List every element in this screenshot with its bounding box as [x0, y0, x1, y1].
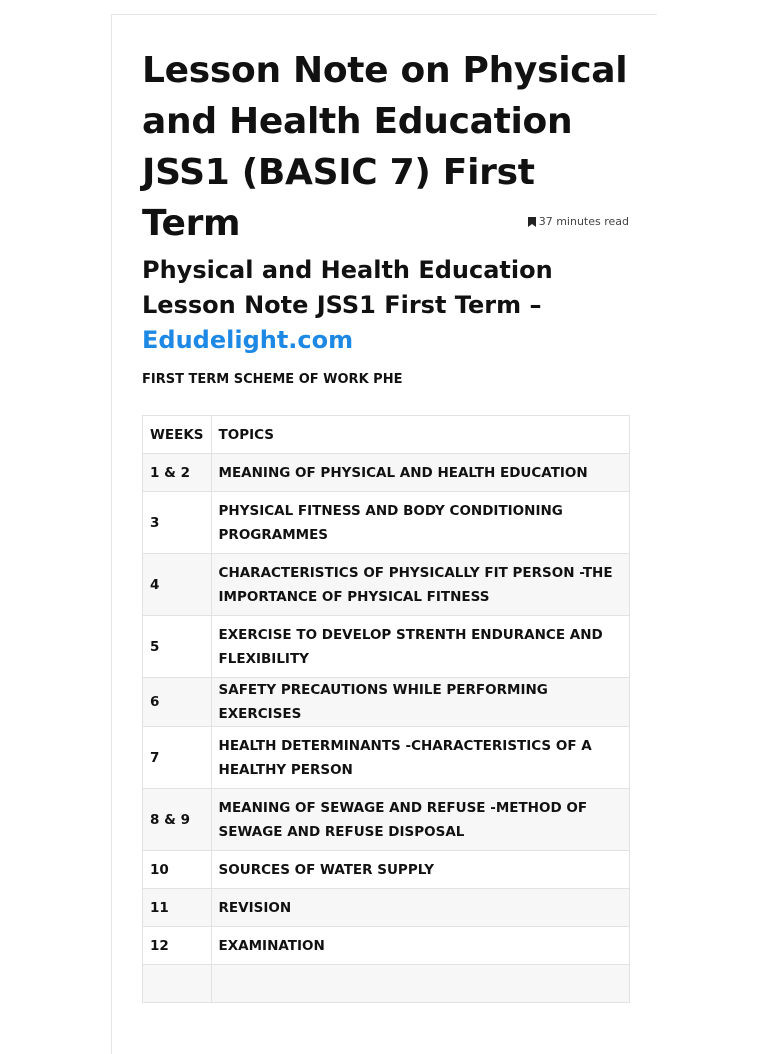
week-cell: [143, 965, 212, 1003]
table-row: [143, 851, 630, 889]
article-subtitle: [142, 253, 629, 358]
week-cell: 10: [143, 851, 212, 889]
table-row: [143, 927, 630, 965]
read-time: [528, 215, 629, 228]
table-row: [143, 678, 630, 727]
table-row: [143, 965, 630, 1003]
week-cell: 1 & 2: [143, 454, 212, 492]
topic-cell: HEALTH DETERMINANTS -CHARACTERISTICS OF A HEALTHY PERSON: [211, 727, 629, 789]
topic-cell: EXAMINATION: [211, 927, 629, 965]
subtitle-text: Physical and Health Education Lesson Note JSS1 First Term –: [142, 256, 553, 319]
bookmark-icon: [528, 217, 536, 227]
week-cell: 11: [143, 889, 212, 927]
week-cell: 7: [143, 727, 212, 789]
topic-cell: SOURCES OF WATER SUPPLY: [211, 851, 629, 889]
page-title: Lesson Note on Physical and Health Education JSS1 (BASIC 7) First Term: [142, 50, 628, 244]
scheme-heading: FIRST TERM SCHEME OF WORK PHE: [142, 372, 403, 387]
topic-cell: SAFETY PRECAUTIONS WHILE PERFORMING EXERCISES: [211, 678, 629, 727]
header-weeks: WEEKS: [143, 416, 212, 454]
header-topics: TOPICS: [211, 416, 629, 454]
topic-cell: [211, 965, 629, 1003]
week-cell: 6: [143, 678, 212, 727]
article-card: [111, 14, 657, 1054]
week-cell: 4: [143, 554, 212, 616]
table-row: [143, 492, 630, 554]
week-cell: 3: [143, 492, 212, 554]
table-row: [143, 554, 630, 616]
topic-cell: MEANING OF SEWAGE AND REFUSE -METHOD OF SEWAGE AND REFUSE DISPOSAL: [211, 789, 629, 851]
scheme-table: [142, 415, 630, 1003]
read-time-label: 37 minutes read: [538, 215, 629, 228]
week-cell: 8 & 9: [143, 789, 212, 851]
topic-cell: EXERCISE TO DEVELOP STRENTH ENDURANCE AND FLEXIBILITY: [211, 616, 629, 678]
table-header-row: [143, 416, 630, 454]
table-row: [143, 454, 630, 492]
topic-cell: REVISION: [211, 889, 629, 927]
week-cell: 12: [143, 927, 212, 965]
topic-cell: PHYSICAL FITNESS AND BODY CONDITIONING PROGRAMMES: [211, 492, 629, 554]
topic-cell: CHARACTERISTICS OF PHYSICALLY FIT PERSON -THE IMPORTANCE OF PHYSICAL FITNESS: [211, 554, 629, 616]
table-row: [143, 889, 630, 927]
week-cell: 5: [143, 616, 212, 678]
topic-cell: MEANING OF PHYSICAL AND HEALTH EDUCATION: [211, 454, 629, 492]
site-link[interactable]: Edudelight.com: [142, 326, 354, 354]
table-row: [143, 727, 630, 789]
table-row: [143, 789, 630, 851]
table-row: [143, 616, 630, 678]
